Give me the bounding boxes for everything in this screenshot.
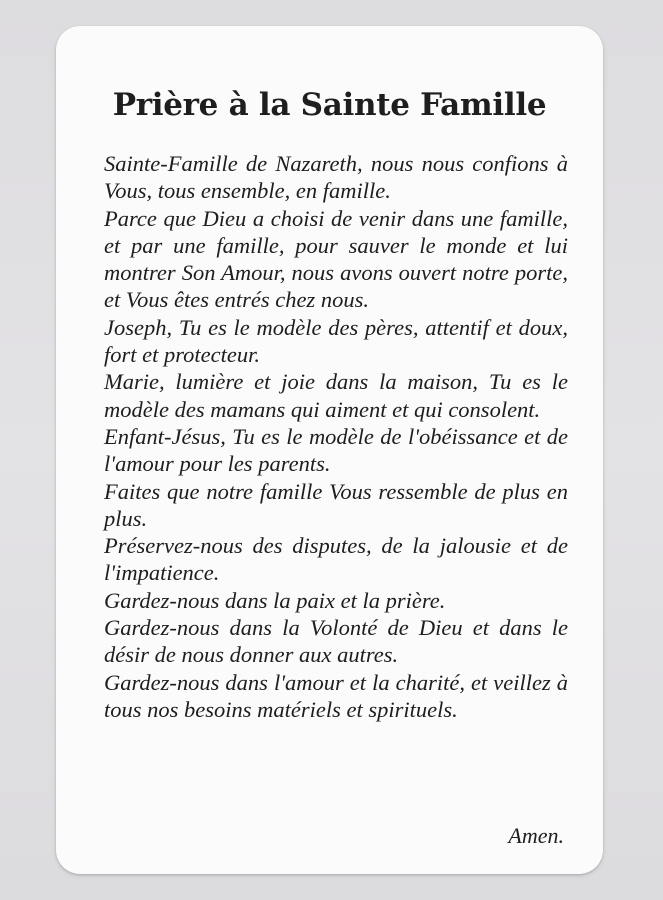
prayer-line: Parce que Dieu a choisi de venir dans une famille, et par une famille, pour sauver le monde et lui montrer Son Amour, nous avons ouvert notre porte, et Vous êtes entrés chez nous. bbox=[104, 205, 568, 313]
prayer-line: Sainte-Famille de Nazareth, nous nous confions à Vous, tous ensemble, en famille. bbox=[104, 151, 568, 204]
prayer-line: Enfant-Jésus, Tu es le modèle de l'obéissance et de l'amour pour les parents. bbox=[104, 423, 568, 477]
prayer-card bbox=[56, 26, 603, 874]
prayer-line: Marie, lumière et joie dans la maison, Tu es le modèle des mamans qui aiment et qui consolent. bbox=[104, 369, 568, 422]
prayer-line: Gardez-nous dans la paix et la prière. bbox=[104, 587, 446, 613]
prayer-line: Joseph, Tu es le modèle des pères, attentif et doux, fort et protecteur. bbox=[104, 314, 568, 368]
prayer-line: Gardez-nous dans la Volonté de Dieu et dans le désir de nous donner aux autres. bbox=[104, 615, 568, 668]
prayer-line: Faites que notre famille Vous ressemble de plus en plus. bbox=[104, 478, 568, 531]
prayer-text bbox=[104, 150, 568, 723]
prayer-title: Prière à la Sainte Famille bbox=[112, 87, 547, 123]
prayer-closing: Amen. bbox=[508, 823, 564, 848]
prayer-line: Gardez-nous dans l'amour et la charité, et veillez à tous nos besoins matériels et spirituels. bbox=[104, 669, 568, 722]
prayer-line: Préservez-nous des disputes, de la jalousie et de l'impatience. bbox=[104, 533, 568, 586]
